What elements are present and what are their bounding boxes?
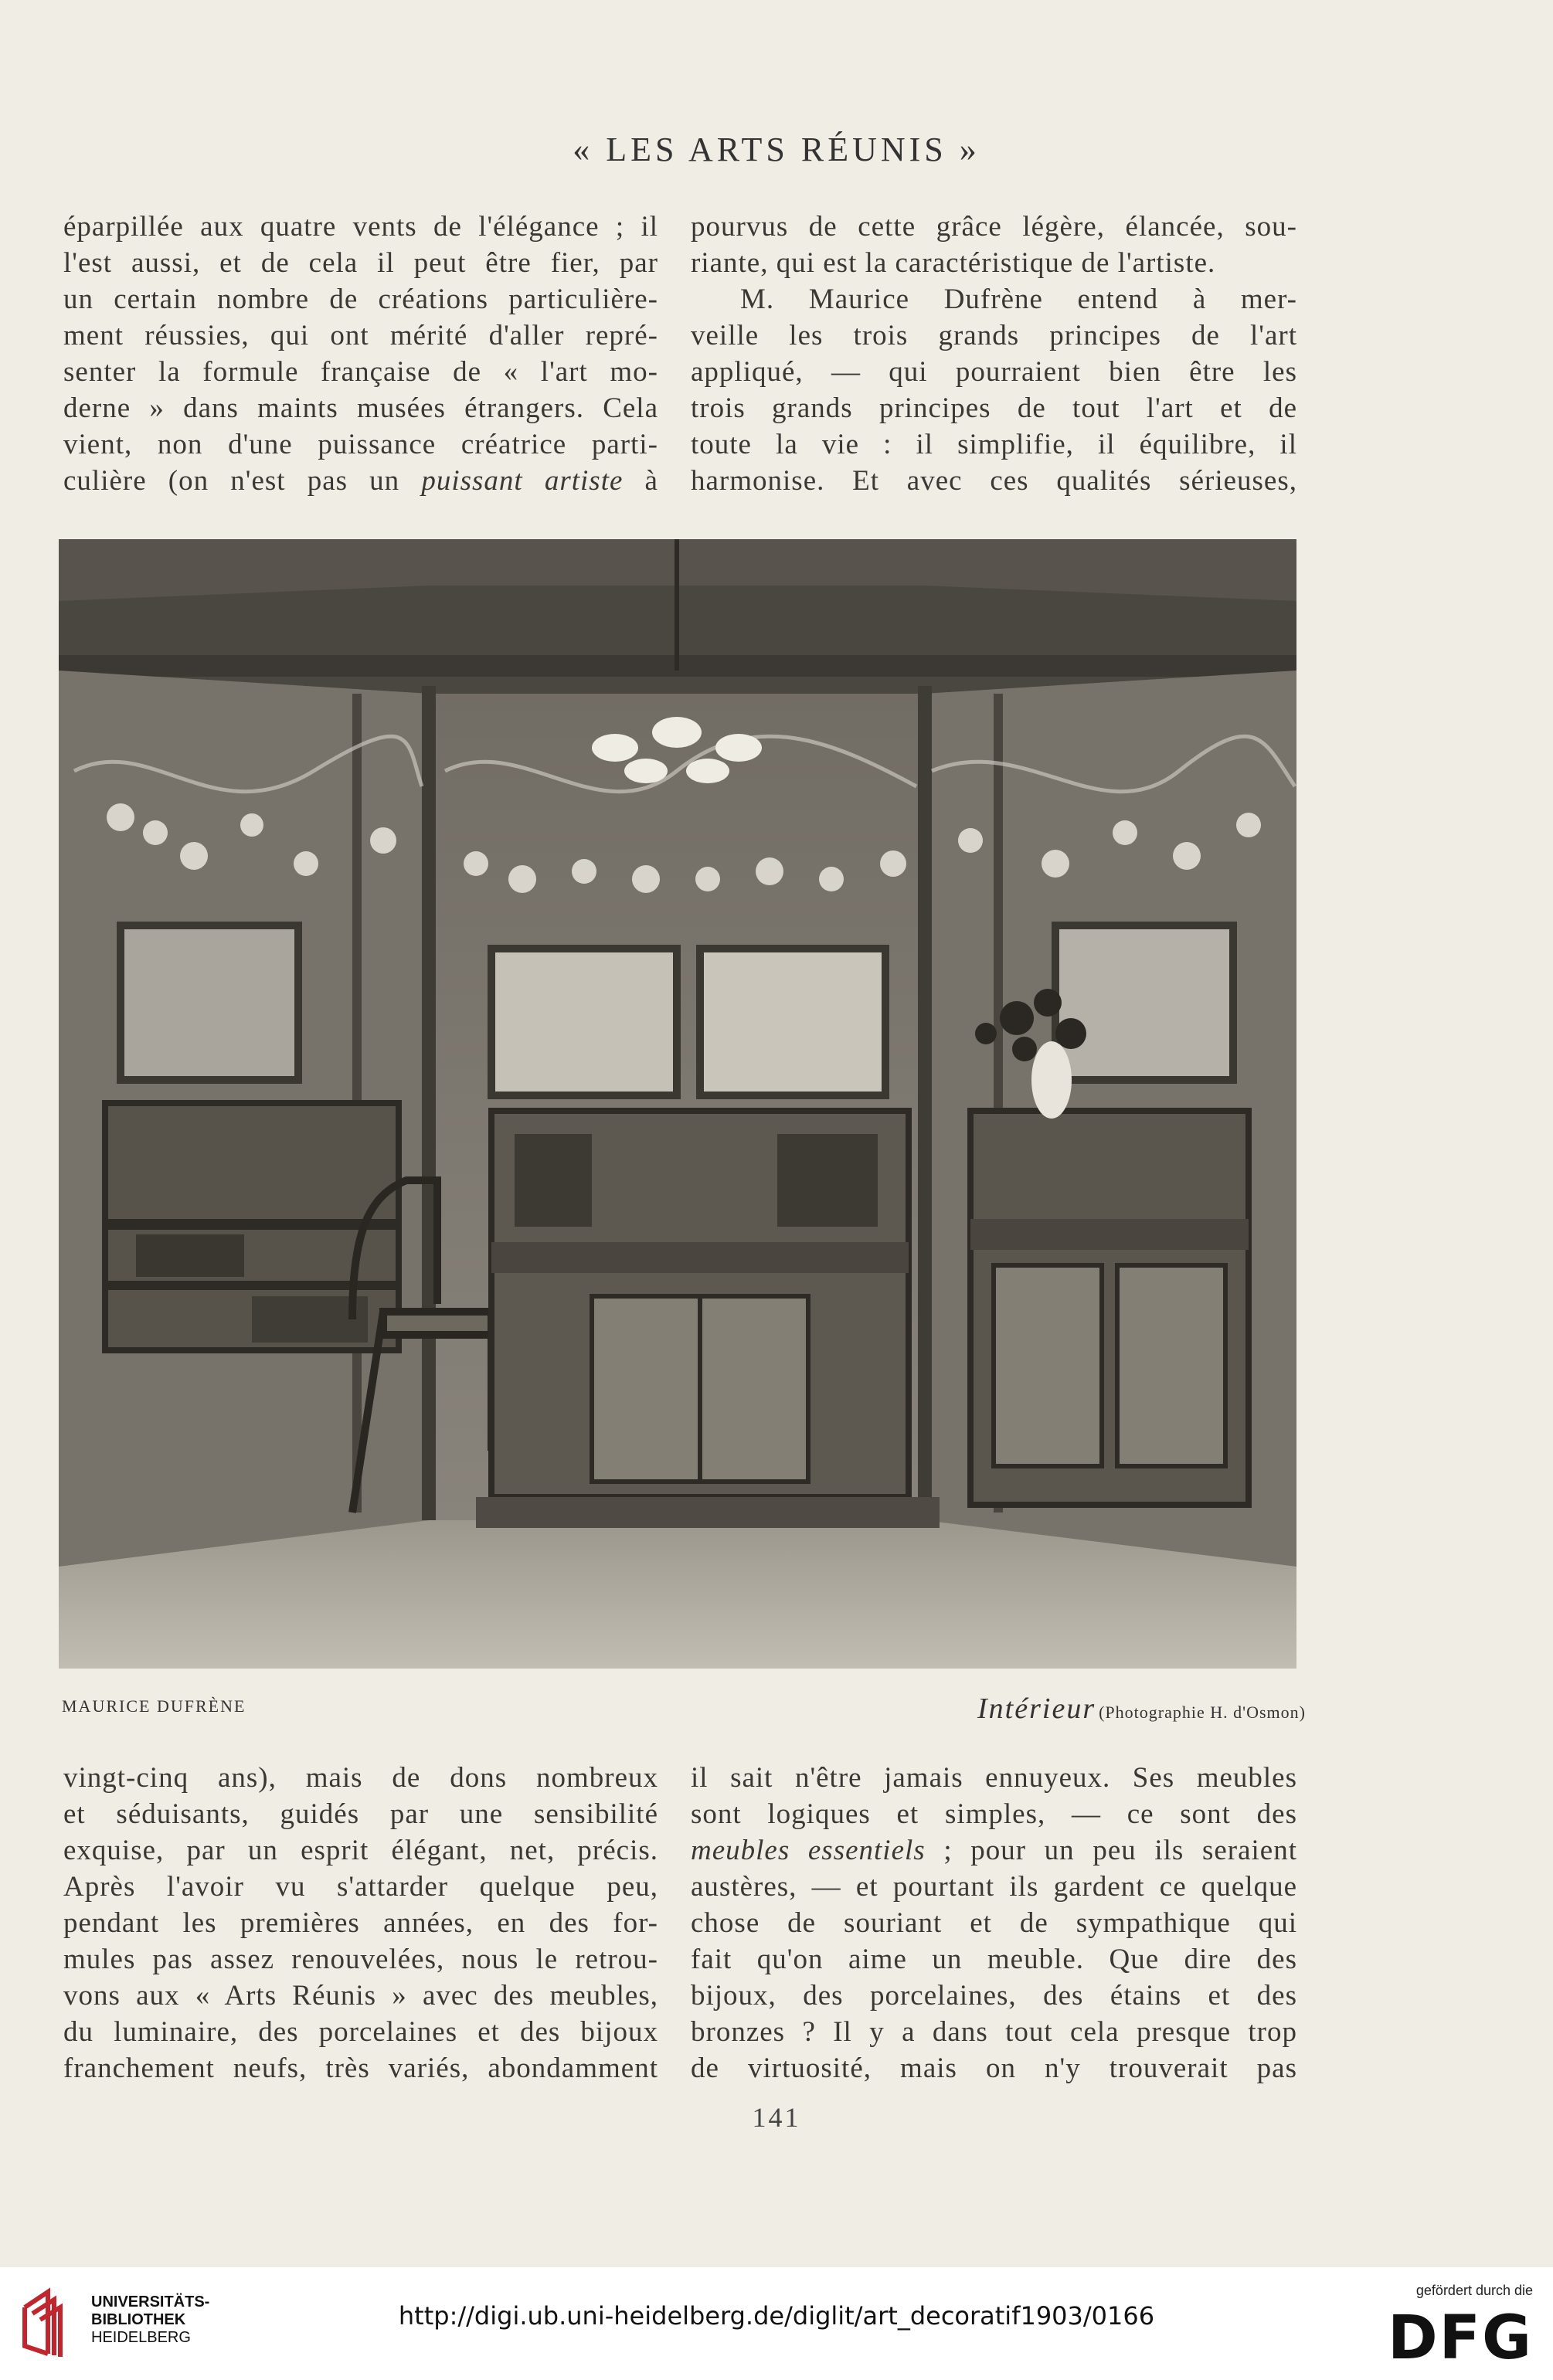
text-line: un certain nombre de créations particulière-	[63, 283, 658, 315]
interior-photo-drawing	[59, 539, 1296, 1669]
text-line: exquise, par un esprit élégant, net, précis.	[63, 1835, 658, 1866]
text-line: Après l'avoir vu s'attarder quelque peu,	[63, 1871, 658, 1903]
dfg-logo: DFG	[1387, 2304, 1533, 2373]
text-line: bronzes ? Il y a dans tout cela presque trop	[691, 2016, 1297, 2048]
text-line: pourvus de cette grâce légère, élancée, sou-	[691, 211, 1297, 243]
caption-title: Intérieur	[977, 1692, 1096, 1725]
italic-run: meubles essentiels	[691, 1835, 926, 1866]
text-line: riante, qui est la caractéristique de l'artiste.	[691, 247, 1216, 279]
library-name-line: BIBLIOTHEK	[91, 2311, 186, 2328]
text-line: vons aux « Arts Réunis » avec des meubles,	[63, 1980, 658, 2012]
interior-photograph	[59, 539, 1296, 1669]
text-run: à	[623, 465, 658, 497]
text-line: trois grands principes de tout l'art et de	[691, 392, 1297, 424]
caption-credit: (Photographie H. d'Osmon)	[1099, 1703, 1306, 1722]
text-column-bottom-right	[691, 1760, 1297, 2086]
library-name-line: HEIDELBERG	[91, 2329, 191, 2346]
text-line: chose de souriant et de sympathique qui	[691, 1907, 1297, 1939]
digitization-footer	[0, 2267, 1553, 2380]
text-line-with-italic	[691, 1832, 1297, 1869]
text-line: ment réussies, qui ont mérité d'aller repré-	[63, 320, 658, 351]
text-line: vient, non d'une puissance créatrice parti-	[63, 429, 658, 460]
text-line: appliqué, — qui pourraient bien être les	[691, 356, 1297, 388]
text-line: fait qu'on aime un meuble. Que dire des	[691, 1944, 1297, 1975]
text-line: franchement neufs, très variés, abondamment	[63, 2052, 658, 2084]
text-line: bijoux, des porcelaines, des étains et des	[691, 1980, 1297, 2012]
text-line: senter la formule française de « l'art mo-	[63, 356, 658, 388]
text-line: pendant les premières années, en des for-	[63, 1907, 658, 1939]
funded-by-label: gefördert durch die	[1415, 2283, 1533, 2298]
library-name-line: UNIVERSITÄTS-	[91, 2293, 210, 2310]
text-column-bottom-left	[63, 1760, 658, 2086]
text-line: éparpillée aux quatre vents de l'élégance ; il	[63, 211, 658, 243]
text-line: de virtuosité, mais on n'y trouverait pas	[691, 2052, 1297, 2084]
text-run: culière (on n'est pas un	[63, 465, 422, 497]
text-line: toute la vie : il simplifie, il équilibre, il	[691, 429, 1297, 460]
text-line: M. Maurice Dufrène entend à mer-	[740, 283, 1297, 315]
text-line: il sait n'être jamais ennuyeux. Ses meubles	[691, 1762, 1297, 1794]
caption-title-credit	[977, 1692, 1306, 1726]
page-number: 141	[752, 2102, 801, 2133]
text-line: vingt-cinq ans), mais de dons nombreux	[63, 1762, 658, 1794]
running-head: « LES ARTS RÉUNIS »	[573, 131, 980, 168]
text-line: et séduisants, guidés par une sensibilité	[63, 1798, 658, 1830]
text-line-with-italic	[63, 463, 658, 499]
text-line: derne » dans maints musées étrangers. Cela	[63, 392, 658, 424]
caption-author: MAURICE DUFRÈNE	[62, 1696, 246, 1716]
text-line: sont logiques et simples, — ce sont des	[691, 1798, 1297, 1830]
text-line: du luminaire, des porcelaines et des bijoux	[63, 2016, 658, 2048]
text-line: l'est aussi, et de cela il peut être fier, par	[63, 247, 658, 279]
text-column-top-right	[691, 209, 1297, 499]
text-line: veille les trois grands principes de l'art	[691, 320, 1297, 351]
permalink-url[interactable]: http://digi.ub.uni-heidelberg.de/diglit/art_decoratif1903/0166	[398, 2301, 1155, 2331]
text-line: austères, — et pourtant ils gardent ce quelque	[691, 1871, 1297, 1903]
italic-run: puissant artiste	[421, 465, 624, 497]
text-run: ; pour un peu ils seraient	[925, 1835, 1297, 1866]
text-column-top-left	[63, 209, 658, 499]
text-line: mules pas assez renouvelées, nous le retrou-	[63, 1944, 658, 1975]
text-line: harmonise. Et avec ces qualités sérieuses,	[691, 465, 1297, 497]
